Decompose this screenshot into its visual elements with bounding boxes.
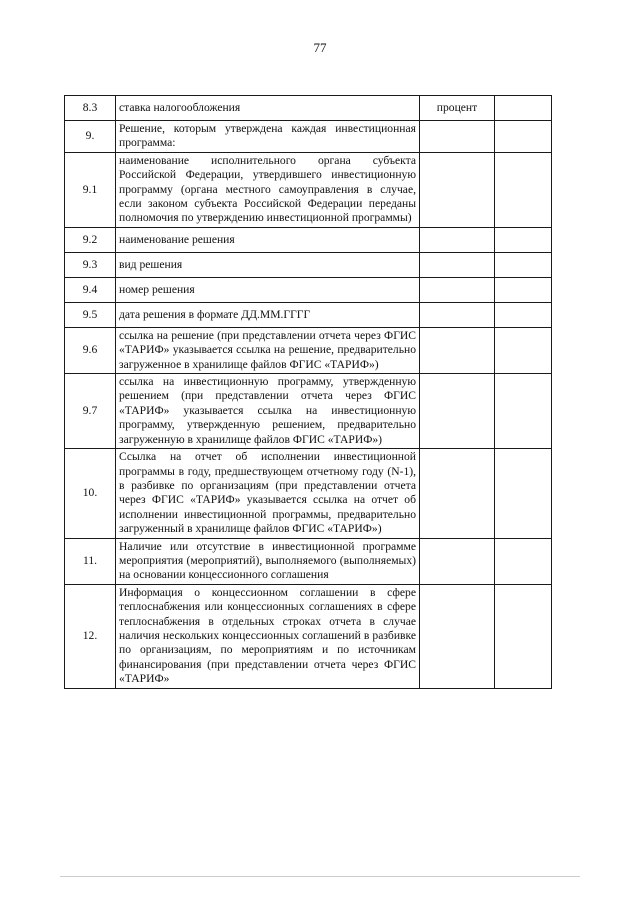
row-description: Ссылка на отчет об исполнении инвестиционной программы в году, предшествующем отчетному году (N-1), в разбивке по организациям (при представлении отчета через ФГИС «ТАРИФ» указывается ссылка на отчет об исполнении инвестиционной программы, предварительно загруженный в хранилище файлов ФГИС «ТАРИФ»)	[116, 449, 420, 538]
row-unit	[420, 584, 495, 688]
row-unit	[420, 277, 495, 302]
table-row	[65, 538, 552, 584]
row-value-cell	[495, 538, 552, 584]
table-row	[65, 96, 552, 121]
row-unit	[420, 227, 495, 252]
row-unit	[420, 302, 495, 327]
table-row	[65, 121, 552, 153]
row-number: 9.4	[65, 277, 116, 302]
row-number: 9.3	[65, 252, 116, 277]
row-unit	[420, 121, 495, 153]
row-value-cell	[495, 96, 552, 121]
row-value-cell	[495, 152, 552, 227]
row-description: наименование исполнительного органа субъекта Российской Федерации, утвердившего инвестиционную программу (органа местного самоуправления в случае, если законом субъекта Российской Федерации переданы полномочия по утверждению инвестиционной программы)	[116, 152, 420, 227]
page-number: 77	[313, 40, 327, 55]
row-value-cell	[495, 327, 552, 373]
row-unit	[420, 538, 495, 584]
table-row	[65, 152, 552, 227]
row-number: 9.	[65, 121, 116, 153]
row-unit	[420, 449, 495, 538]
row-value-cell	[495, 302, 552, 327]
table-row	[65, 449, 552, 538]
row-number: 9.2	[65, 227, 116, 252]
row-number: 12.	[65, 584, 116, 688]
row-number: 8.3	[65, 96, 116, 121]
table-row	[65, 252, 552, 277]
row-description: ссылка на инвестиционную программу, утвержденную решением (при представлении отчета через ФГИС «ТАРИФ» указывается ссылка на инвестиционную программу, утвержденную решением, предварительно загруженную в хранилище файлов ФГИС «ТАРИФ»)	[116, 374, 420, 449]
row-value-cell	[495, 449, 552, 538]
row-value-cell	[495, 121, 552, 153]
row-unit	[420, 252, 495, 277]
row-number: 9.1	[65, 152, 116, 227]
table-row	[65, 227, 552, 252]
row-description: вид решения	[116, 252, 420, 277]
row-value-cell	[495, 584, 552, 688]
row-number: 11.	[65, 538, 116, 584]
row-description: ссылка на решение (при представлении отчета через ФГИС «ТАРИФ» указывается ссылка на решение, предварительно загруженное в хранилище файлов ФГИС «ТАРИФ»)	[116, 327, 420, 373]
row-unit	[420, 374, 495, 449]
row-unit	[420, 327, 495, 373]
row-value-cell	[495, 252, 552, 277]
row-number: 9.5	[65, 302, 116, 327]
row-description: дата решения в формате ДД.ММ.ГГГГ	[116, 302, 420, 327]
table-row	[65, 327, 552, 373]
row-value-cell	[495, 227, 552, 252]
row-value-cell	[495, 374, 552, 449]
table-row	[65, 302, 552, 327]
data-table	[64, 95, 552, 689]
row-description: наименование решения	[116, 227, 420, 252]
table-row	[65, 584, 552, 688]
row-unit	[420, 152, 495, 227]
row-description: номер решения	[116, 277, 420, 302]
row-description: ставка налогообложения	[116, 96, 420, 121]
row-number: 10.	[65, 449, 116, 538]
table-row	[65, 277, 552, 302]
row-value-cell	[495, 277, 552, 302]
row-description: Информация о концессионном соглашении в сфере теплоснабжения или концессионных соглашениях в сфере теплоснабжения в отдельных строках отчета в случае наличия нескольких концессионных соглашений в разбивке по организациям, по мероприятиям и по источникам финансирования (при представлении отчета через ФГИС «ТАРИФ»	[116, 584, 420, 688]
row-description: Наличие или отсутствие в инвестиционной программе мероприятия (мероприятий), выполняемого (выполняемых) на основании концессионного соглашения	[116, 538, 420, 584]
table-row	[65, 374, 552, 449]
row-description: Решение, которым утверждена каждая инвестиционная программа:	[116, 121, 420, 153]
row-number: 9.7	[65, 374, 116, 449]
row-unit: процент	[420, 96, 495, 121]
page-bottom-rule	[60, 876, 580, 877]
row-number: 9.6	[65, 327, 116, 373]
